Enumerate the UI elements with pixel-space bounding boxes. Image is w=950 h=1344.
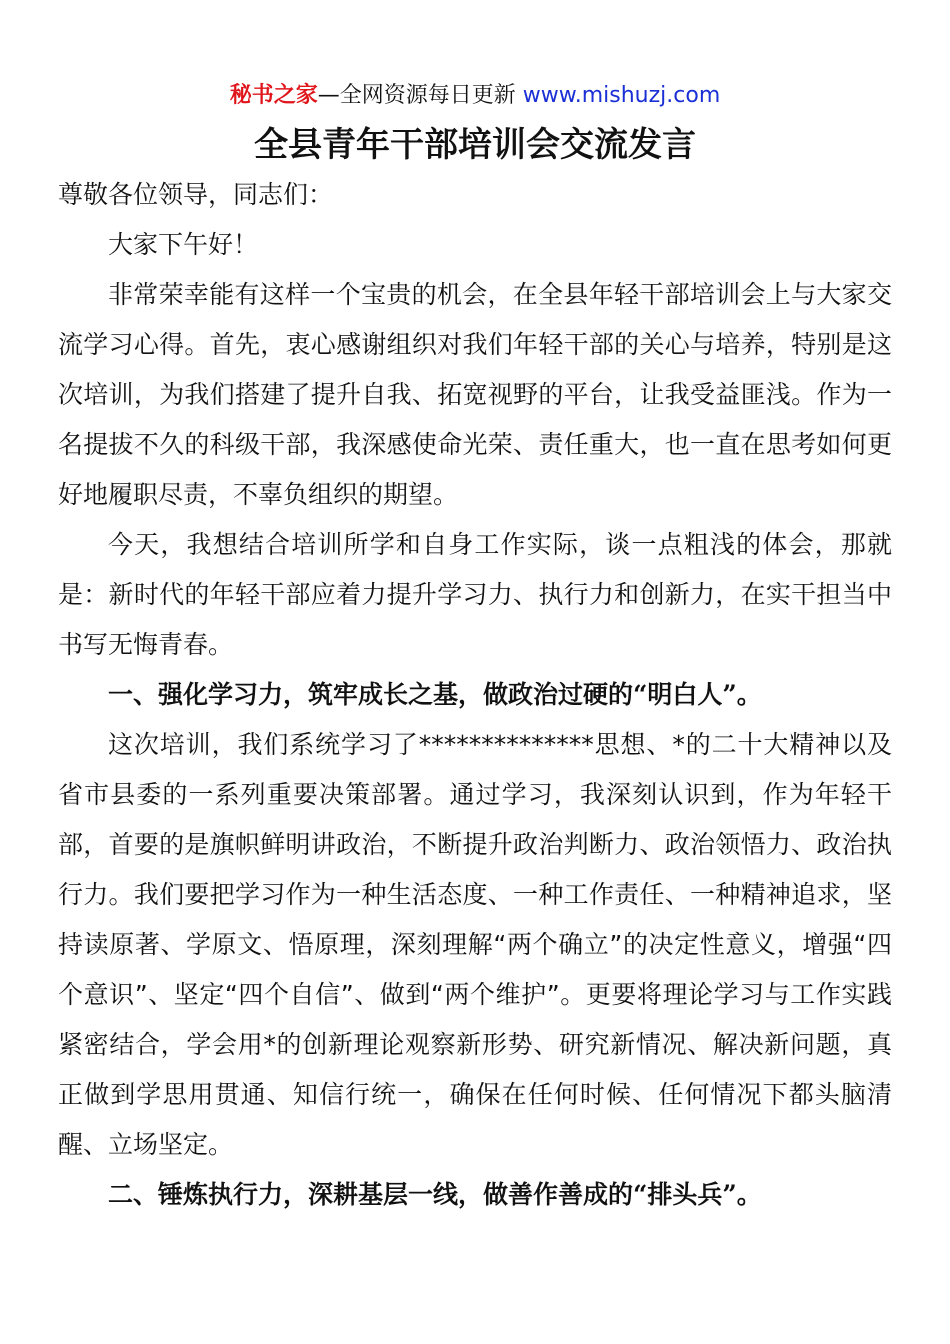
site-slogan: —全网资源每日更新 — [317, 83, 523, 108]
brand-name: 秘书之家 — [229, 83, 318, 108]
paragraph-theme: 今天，我想结合培训所学和自身工作实际，谈一点粗浅的体会，那就是：新时代的年轻干部应着力提升学习力、执行力和创新力，在实干担当中书写无悔青春。 — [58, 530, 892, 659]
document-title: 全县青年干部培训会交流发言 — [254, 125, 696, 165]
section-heading-1: 一、强化学习力，筑牢成长之基，做政治过硬的“明白人”。 — [108, 680, 762, 709]
site-url-link[interactable]: www.mishuzj.com — [522, 83, 721, 108]
section-heading-2: 二、锤炼执行力，深耕基层一线，做善作善成的“排头兵”。 — [108, 1180, 762, 1209]
paragraph-intro: 非常荣幸能有这样一个宝贵的机会，在全县年轻干部培训会上与大家交流学习心得。首先，衷心感谢组织对我们年轻干部的关心与培养，特别是这次培训，为我们搭建了提升自我、拓宽视野的平台，让我受益匪浅。作为一名提拔不久的科级干部，我深感使命光荣、责任重大，也一直在思考如何更好地履职尽责，不辜负组织的期望。 — [58, 280, 892, 509]
paragraph-section-1: 这次培训，我们系统学习了**************思想、*的二十大精神以及省市县委的一系列重要决策部署。通过学习，我深刻认识到，作为年轻干部，首要的是旗帜鲜明讲政治，不断提升政治判断力、政治领悟力、政治执行力。我们要把学习作为一种生活态度、一种工作责任、一种精神追求，坚持读原著、学原文、悟原理，深刻理解“两个确立”的决定性意义，增强“四个意识”、坚定“四个自信”、做到“两个维护”。更要将理论学习与工作实践紧密结合，学会用*的创新理论观察新形势、研究新情况、解决新问题，真正做到学思用贯通、知信行统一，确保在任何时候、任何情况下都头脑清醒、立场坚定。 — [58, 730, 892, 1159]
site-header — [0, 80, 950, 112]
salutation: 尊敬各位领导，同志们： — [58, 180, 334, 209]
greeting: 大家下午好！ — [108, 230, 259, 259]
document-body — [58, 170, 892, 1220]
